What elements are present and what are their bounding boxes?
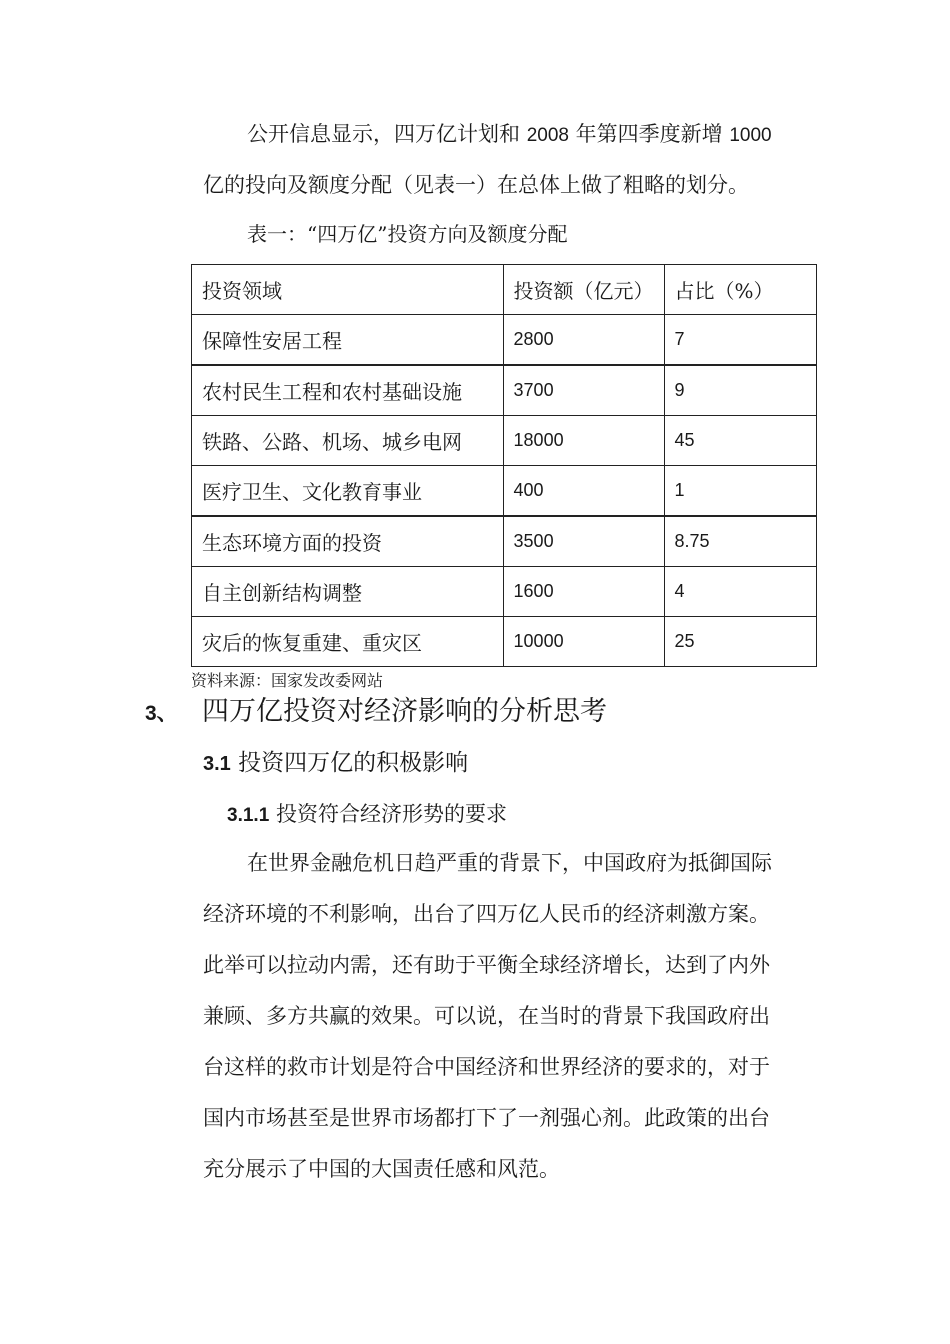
- paragraph-line: 充分展示了中国的大国责任感和风范。: [203, 1157, 560, 1181]
- section-3-1-1-title: 投资符合经济形势的要求: [275, 802, 507, 826]
- header-share: 占比（%）: [664, 265, 816, 315]
- row-field: 生态环境方面的投资: [192, 516, 504, 567]
- section-3-title: 四万亿投资对经济影响的分析思考: [202, 696, 607, 727]
- paragraph-line: 在世界金融危机日趋严重的背景下，中国政府为抵御国际: [247, 851, 772, 875]
- row-share: 9: [664, 365, 816, 416]
- row-amount: 3700: [503, 365, 664, 416]
- table-row: [192, 416, 817, 466]
- section-3-number: 3、: [145, 702, 178, 725]
- intro-line-1: [247, 120, 772, 150]
- body-paragraph: [203, 848, 813, 1205]
- row-field: 农村民生工程和农村基础设施: [192, 365, 504, 416]
- investment-table: [191, 264, 817, 667]
- table-header-row: [192, 265, 817, 315]
- row-share: 8.75: [664, 516, 816, 567]
- table-row: [192, 315, 817, 366]
- row-field: 医疗卫生、文化教育事业: [192, 466, 504, 517]
- table-source: 资料来源：国家发改委网站: [191, 671, 384, 690]
- table-row: [192, 567, 817, 617]
- intro-line-2: 亿的投向及额度分配（见表一）在总体上做了粗略的划分。: [203, 173, 749, 197]
- section-3-1-1-number: 3.1.1: [227, 805, 270, 826]
- intro-text-a: 公开信息显示，四万亿计划和: [247, 122, 520, 146]
- intro-text-b: 年第四季度新增: [575, 122, 723, 146]
- row-share: 45: [664, 416, 816, 466]
- row-field: 保障性安居工程: [192, 315, 504, 366]
- paragraph-line: 此举可以拉动内需，还有助于平衡全球经济增长，达到了内外: [203, 953, 770, 977]
- section-3-1-number: 3.1: [203, 753, 231, 775]
- header-field: 投资领域: [192, 265, 504, 315]
- row-field: 自主创新结构调整: [192, 567, 504, 617]
- table-row: [192, 617, 817, 667]
- row-share: 25: [664, 617, 816, 667]
- row-share: 7: [664, 315, 816, 366]
- row-amount: 3500: [503, 516, 664, 567]
- row-share: 1: [664, 466, 816, 517]
- table-caption: 表一：“四万亿”投资方向及额度分配: [247, 222, 568, 246]
- table-row: [192, 466, 817, 517]
- paragraph-line: 经济环境的不利影响，出台了四万亿人民币的经济刺激方案。: [203, 902, 770, 926]
- intro-year: 2008: [526, 125, 569, 146]
- row-field: 灾后的恢复重建、重灾区: [192, 617, 504, 667]
- section-3-heading: [145, 695, 607, 731]
- row-amount: 18000: [503, 416, 664, 466]
- section-3-1-1-heading: [227, 800, 507, 830]
- row-amount: 400: [503, 466, 664, 517]
- table-row: [192, 516, 817, 567]
- section-3-1-heading: [203, 748, 468, 779]
- row-share: 4: [664, 567, 816, 617]
- paragraph-line: 台这样的救市计划是符合中国经济和世界经济的要求的，对于: [203, 1055, 770, 1079]
- header-amount: 投资额（亿元）: [503, 265, 664, 315]
- intro-amount: 1000: [729, 125, 772, 146]
- row-field: 铁路、公路、机场、城乡电网: [192, 416, 504, 466]
- table-row: [192, 365, 817, 416]
- paragraph-line: 国内市场甚至是世界市场都打下了一剂强心剂。此政策的出台: [203, 1106, 770, 1130]
- section-3-1-title: 投资四万亿的积极影响: [238, 750, 469, 776]
- row-amount: 2800: [503, 315, 664, 366]
- paragraph-line: 兼顾、多方共赢的效果。可以说，在当时的背景下我国政府出: [203, 1004, 770, 1028]
- row-amount: 10000: [503, 617, 664, 667]
- row-amount: 1600: [503, 567, 664, 617]
